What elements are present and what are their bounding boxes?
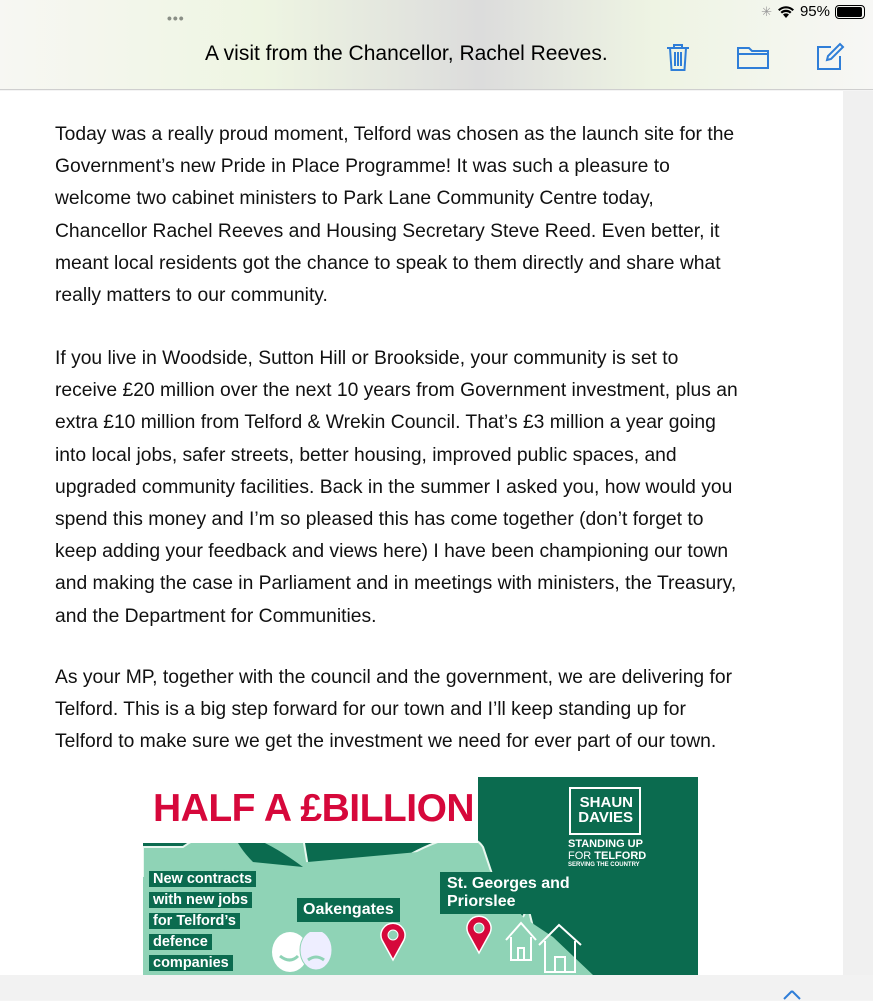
text-line: Government’s new Pride in Place Programme! It was such a pleasure to bbox=[55, 156, 670, 178]
caption-line: companies bbox=[149, 955, 233, 971]
logo-line: SHAUN bbox=[579, 794, 633, 811]
campaign-graphic[interactable] bbox=[143, 777, 698, 975]
text-line: Telford to make sure we get the investment we need for ever part of our town. bbox=[55, 731, 717, 753]
logo bbox=[569, 787, 641, 835]
paragraph-3 bbox=[55, 662, 732, 759]
navigation-bar bbox=[0, 0, 873, 90]
multitasking-dots[interactable]: ••• bbox=[167, 10, 185, 26]
caption-line: for Telford’s bbox=[149, 913, 240, 929]
map-pin-icon bbox=[379, 922, 407, 962]
text-line: and making the case in Parliament and in meetings with ministers, the Treasury, bbox=[55, 573, 737, 595]
note-title: A visit from the Chancellor, Rachel Reeves. bbox=[205, 42, 608, 65]
tagline-3: SERVING THE COUNTRY bbox=[568, 862, 640, 868]
text-line: Today was a really proud moment, Telford was chosen as the launch site for the bbox=[55, 124, 735, 145]
theatre-masks-icon bbox=[268, 932, 353, 975]
text-line: spend this money and I’m so pleased this has come together (don’t forget to bbox=[55, 509, 704, 531]
text-line: As your MP, together with the council and the government, we are delivering for bbox=[55, 667, 732, 688]
tagline-1: STANDING UP bbox=[568, 838, 643, 850]
battery-icon bbox=[835, 5, 865, 19]
caption-line: defence bbox=[149, 934, 212, 950]
sidebar-edge bbox=[843, 91, 873, 975]
headline: HALF A £BILLION bbox=[153, 787, 475, 830]
logo-line: DAVIES bbox=[578, 809, 633, 826]
text-line: and the Department for Communities. bbox=[55, 605, 377, 627]
text-line: keep adding your feedback and views here) I have been championing our town bbox=[55, 541, 729, 563]
text-line: really matters to our community. bbox=[55, 285, 328, 307]
folder-icon[interactable] bbox=[736, 42, 770, 72]
oakengates-label: Oakengates bbox=[297, 898, 400, 922]
paragraph-1 bbox=[55, 119, 734, 312]
caption-line: New contracts bbox=[149, 871, 256, 887]
share-icon[interactable] bbox=[780, 989, 804, 1001]
houses-icon bbox=[501, 915, 591, 975]
paragraph-2 bbox=[55, 343, 738, 633]
status-bar bbox=[761, 3, 865, 20]
text-line: Chancellor Rachel Reeves and Housing Secretary Steve Reed. Even better, it bbox=[55, 220, 720, 242]
text-line: into local jobs, safer streets, better housing, improved public spaces, and bbox=[55, 444, 677, 466]
text-line: receive £20 million over the next 10 years from Government investment, plus an bbox=[55, 380, 738, 402]
defence-text bbox=[149, 869, 256, 974]
text-line: meant local residents got the chance to speak to them directly and share what bbox=[55, 252, 721, 274]
compose-icon[interactable] bbox=[815, 42, 845, 72]
tagline-2a: FOR bbox=[568, 850, 595, 862]
tagline-2b: TELFORD bbox=[594, 850, 647, 862]
bottom-toolbar bbox=[0, 975, 873, 1000]
caption-line: with new jobs bbox=[149, 892, 252, 908]
text-line: extra £10 million from Telford & Wrekin Council. That’s £3 million a year going bbox=[55, 412, 716, 434]
activity-icon: ✳ bbox=[761, 3, 772, 19]
map-pin-icon bbox=[465, 915, 493, 955]
text-line: Telford. This is a big step forward for our town and I’ll keep standing up for bbox=[55, 699, 686, 721]
tagline bbox=[568, 838, 646, 869]
st-georges-label: St. Georges and Priorslee bbox=[440, 872, 648, 914]
wifi-icon bbox=[777, 5, 795, 19]
text-line: If you live in Woodside, Sutton Hill or Brookside, your community is set to bbox=[55, 348, 679, 369]
trash-icon[interactable] bbox=[663, 42, 693, 72]
battery-percent: 95% bbox=[799, 3, 830, 20]
text-line: upgraded community facilities. Back in the summer I asked you, how would you bbox=[55, 476, 733, 498]
tagline-2 bbox=[568, 850, 646, 862]
text-line: welcome two cabinet ministers to Park Lane Community Centre today, bbox=[55, 188, 654, 210]
